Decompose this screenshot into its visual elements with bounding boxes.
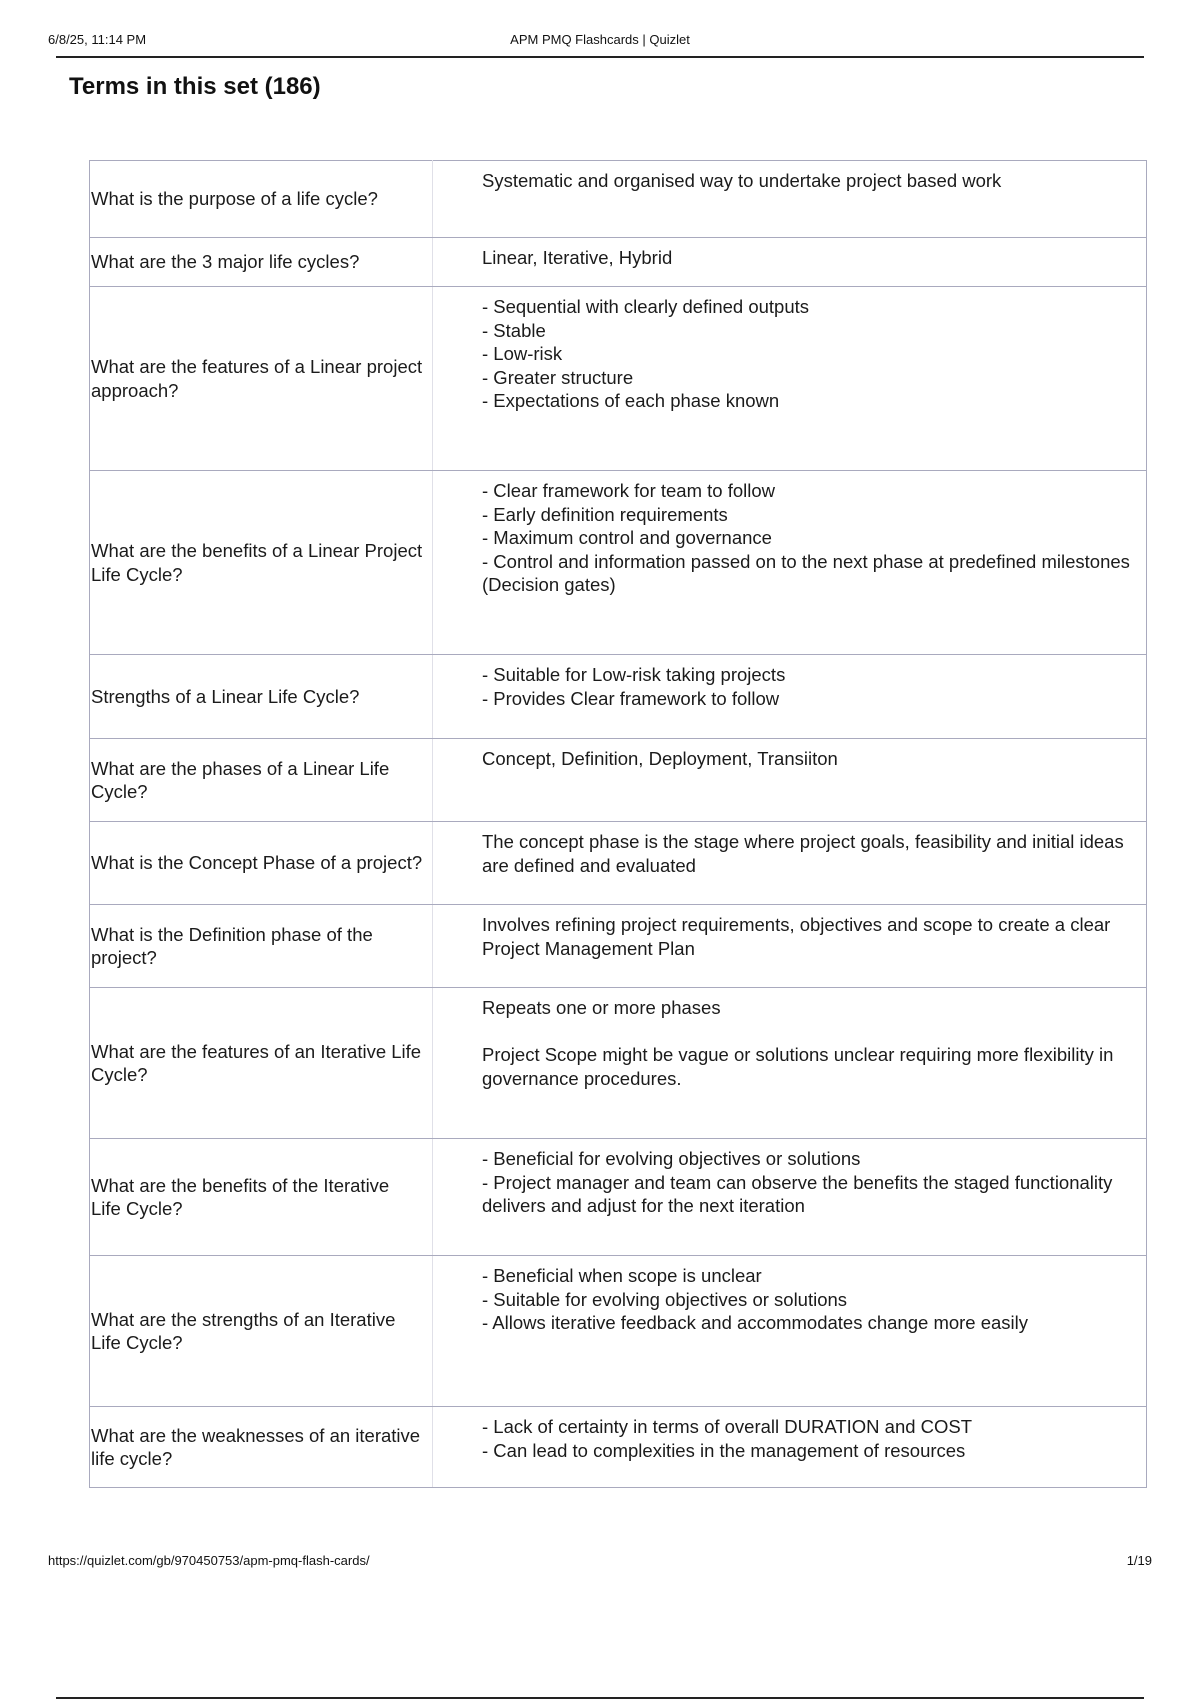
flashcard-row [90, 739, 1147, 822]
definition-cell [433, 1407, 1147, 1488]
definition-cell [433, 471, 1147, 655]
page-url: https://quizlet.com/gb/970450753/apm-pmq-flash-cards/ [48, 1553, 370, 1568]
definition-cell [433, 287, 1147, 471]
term-cell: Strengths of a Linear Life Cycle? [90, 655, 433, 739]
flashcard-row [90, 287, 1147, 471]
definition-cell [433, 161, 1147, 238]
definition-text: Repeats one or more phases Project Scope might be vague or solutions unclear requiring more flexibility in governance procedures. [482, 997, 1114, 1089]
definition-cell [433, 238, 1147, 287]
definition-cell [433, 1256, 1147, 1407]
definition-cell [433, 1139, 1147, 1256]
definition-text: Concept, Definition, Deployment, Transiiton [482, 748, 838, 769]
page-header [48, 32, 1152, 50]
definition-text: The concept phase is the stage where project goals, feasibility and initial ideas are defined and evaluated [482, 831, 1124, 876]
definition-cell [433, 822, 1147, 905]
term-cell: What are the strengths of an Iterative Life Cycle? [90, 1256, 433, 1407]
term-cell: What are the phases of a Linear Life Cycle? [90, 739, 433, 822]
flashcard-row [90, 471, 1147, 655]
term-cell: What are the benefits of the Iterative Life Cycle? [90, 1139, 433, 1256]
header-divider [56, 56, 1144, 58]
flashcard-row [90, 1256, 1147, 1407]
definition-text: - Sequential with clearly defined outputs - Stable - Low-risk - Greater structure - Expectations of each phase known [482, 296, 810, 411]
set-heading: Terms in this set (186) [69, 73, 321, 100]
definition-text: - Beneficial when scope is unclear - Suitable for evolving objectives or solutions - Allows iterative feedback and accommodates change more easily [482, 1265, 1029, 1333]
definition-cell [433, 655, 1147, 739]
definition-text: - Lack of certainty in terms of overall DURATION and COST - Can lead to complexities in the management of resources [482, 1416, 973, 1461]
flashcard-row [90, 1139, 1147, 1256]
flashcard-row [90, 1407, 1147, 1488]
next-page-divider [56, 1697, 1144, 1699]
term-cell: What are the features of an Iterative Life Cycle? [90, 988, 433, 1139]
definition-cell [433, 739, 1147, 822]
definition-text: Involves refining project requirements, objectives and scope to create a clear Project Management Plan [482, 914, 1111, 959]
flashcard-row [90, 655, 1147, 739]
document-title: APM PMQ Flashcards | Quizlet [510, 32, 690, 47]
definition-text: - Clear framework for team to follow - Early definition requirements - Maximum control and governance - Control and information passed on to the next phase at predefined milestones (Decision gates) [482, 480, 1130, 595]
flashcard-row [90, 905, 1147, 988]
page-footer [48, 1553, 1152, 1569]
term-cell: What are the 3 major life cycles? [90, 238, 433, 287]
page-number: 1/19 [1126, 1553, 1152, 1568]
definition-cell [433, 905, 1147, 988]
flashcard-row [90, 988, 1147, 1139]
term-cell: What are the weaknesses of an iterative life cycle? [90, 1407, 433, 1488]
term-cell: What are the benefits of a Linear Project Life Cycle? [90, 471, 433, 655]
definition-cell [433, 988, 1147, 1139]
flashcard-row [90, 161, 1147, 238]
flashcard-row [90, 822, 1147, 905]
definition-text: Linear, Iterative, Hybrid [482, 247, 673, 268]
term-cell: What is the purpose of a life cycle? [90, 161, 433, 238]
definition-text: - Suitable for Low-risk taking projects - Provides Clear framework to follow [482, 664, 786, 709]
flashcard-table [89, 160, 1147, 1488]
term-cell: What is the Concept Phase of a project? [90, 822, 433, 905]
definition-text: Systematic and organised way to undertake project based work [482, 170, 1002, 191]
term-cell: What are the features of a Linear project approach? [90, 287, 433, 471]
definition-text: - Beneficial for evolving objectives or solutions - Project manager and team can observe the benefits the staged functionality delivers and adjust for the next iteration [482, 1148, 1113, 1216]
flashcard-row [90, 238, 1147, 287]
term-cell: What is the Definition phase of the project? [90, 905, 433, 988]
print-datetime: 6/8/25, 11:14 PM [48, 32, 147, 47]
